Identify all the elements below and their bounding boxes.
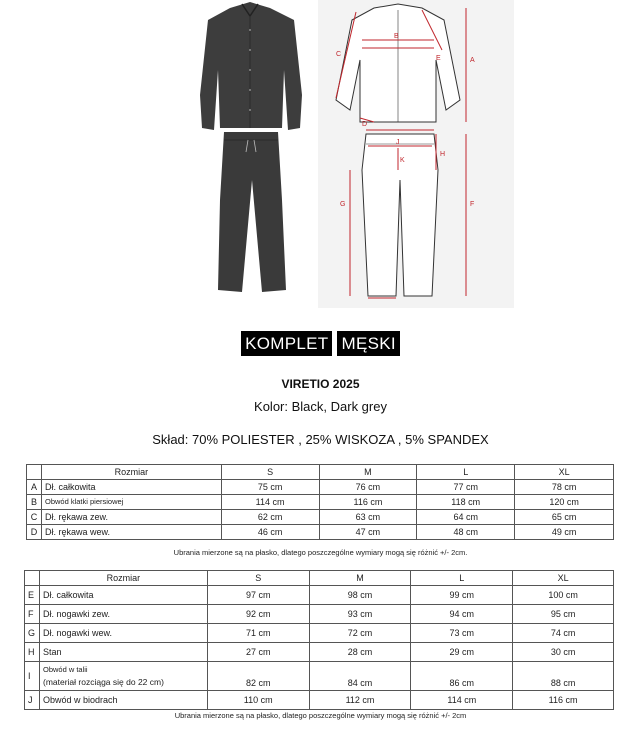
table-row [27, 480, 614, 495]
row-name [39, 662, 207, 691]
cell-value: 114 cm [221, 495, 319, 510]
cell-value: 73 cm [411, 624, 513, 643]
cell-value: 97 cm [207, 586, 309, 605]
cell-value: 29 cm [411, 643, 513, 662]
table-header-cell: M [319, 465, 417, 480]
table-header-cell: L [417, 465, 515, 480]
row-name: Obwód klatki piersiowej [41, 495, 221, 510]
product-photo [190, 0, 312, 300]
table-row [25, 605, 614, 624]
cell-value: 47 cm [319, 525, 417, 540]
cell-value: 99 cm [411, 586, 513, 605]
row-code: A [27, 480, 42, 495]
table-header-cell [27, 465, 42, 480]
row-code: J [25, 691, 40, 710]
row-code: F [25, 605, 40, 624]
row-name: Stan [39, 643, 207, 662]
cell-value: 30 cm [513, 643, 614, 662]
cell-value: 84 cm [309, 662, 411, 691]
table-row [27, 525, 614, 540]
label-a: A [470, 57, 475, 64]
cell-value: 78 cm [515, 480, 614, 495]
pants-size-table [24, 570, 614, 710]
row-code: I [25, 662, 40, 691]
row-name: Dł. nogawki wew. [39, 624, 207, 643]
table-row [25, 662, 614, 691]
cell-value: 74 cm [513, 624, 614, 643]
row-name: Dł. całkowita [41, 480, 221, 495]
label-c: C [336, 51, 342, 58]
composition-line: Skład: 70% POLIESTER , 25% WISKOZA , 5% SPANDEX [152, 432, 489, 447]
cell-value: 63 cm [319, 510, 417, 525]
cell-value: 110 cm [207, 691, 309, 710]
cell-value: 82 cm [207, 662, 309, 691]
table-header-cell: XL [513, 571, 614, 586]
cell-value: 64 cm [417, 510, 515, 525]
table-header-cell: Rozmiar [41, 465, 221, 480]
cell-value: 116 cm [319, 495, 417, 510]
measurement-diagram [318, 0, 514, 308]
table-row [25, 691, 614, 710]
row-code: H [25, 643, 40, 662]
row-name: Dł. rękawa zew. [41, 510, 221, 525]
label-k: K [400, 157, 405, 164]
cell-value: 48 cm [417, 525, 515, 540]
cell-value: 98 cm [309, 586, 411, 605]
cell-value: 77 cm [417, 480, 515, 495]
cell-value: 49 cm [515, 525, 614, 540]
label-f: F [470, 201, 475, 208]
row-name-line2: (materiał rozciąga się do 22 cm) [42, 677, 164, 687]
table-header-cell: L [411, 571, 513, 586]
row-code: B [27, 495, 42, 510]
table-row [25, 586, 614, 605]
cell-value: 28 cm [309, 643, 411, 662]
table-header-cell: S [207, 571, 309, 586]
title-word-1: KOMPLET [241, 331, 332, 356]
row-code: C [27, 510, 42, 525]
model-name: VIRETIO 2025 [281, 377, 360, 391]
table-header-cell: XL [515, 465, 614, 480]
cell-value: 94 cm [411, 605, 513, 624]
table-header-cell: M [309, 571, 411, 586]
pants-table-note: Ubrania mierzone są na płasko, dlatego poszczególne wymiary mogą się różnić +/- 2cm [174, 711, 467, 720]
cell-value: 118 cm [417, 495, 515, 510]
cell-value: 92 cm [207, 605, 309, 624]
row-code: E [25, 586, 40, 605]
title-word-2: MĘSKI [337, 331, 399, 356]
row-name: Dł. rękawa wew. [41, 525, 221, 540]
table-row [27, 510, 614, 525]
table-header-cell: S [221, 465, 319, 480]
label-b: B [394, 33, 399, 40]
cell-value: 46 cm [221, 525, 319, 540]
label-h: H [440, 151, 446, 158]
row-name: Obwód w biodrach [39, 691, 207, 710]
label-j: J [396, 139, 400, 146]
row-name-line1: Obwód w talii [42, 665, 88, 674]
table-row [27, 495, 614, 510]
product-title [0, 334, 641, 354]
cell-value: 86 cm [411, 662, 513, 691]
table-row [25, 624, 614, 643]
color-line: Kolor: Black, Dark grey [254, 399, 387, 414]
row-name: Dł. nogawki zew. [39, 605, 207, 624]
cell-value: 76 cm [319, 480, 417, 495]
cell-value: 72 cm [309, 624, 411, 643]
cell-value: 65 cm [515, 510, 614, 525]
table-row [25, 643, 614, 662]
table-header-row [27, 465, 614, 480]
label-g: G [340, 201, 346, 208]
cell-value: 93 cm [309, 605, 411, 624]
label-e: E [436, 55, 441, 62]
table-header-cell [25, 571, 40, 586]
row-name: Dł. całkowita [39, 586, 207, 605]
cell-value: 27 cm [207, 643, 309, 662]
row-code: D [27, 525, 42, 540]
shirt-size-table [26, 464, 614, 540]
cell-value: 95 cm [513, 605, 614, 624]
table-header-row [25, 571, 614, 586]
cell-value: 75 cm [221, 480, 319, 495]
cell-value: 112 cm [309, 691, 411, 710]
cell-value: 88 cm [513, 662, 614, 691]
row-code: G [25, 624, 40, 643]
cell-value: 114 cm [411, 691, 513, 710]
cell-value: 71 cm [207, 624, 309, 643]
cell-value: 120 cm [515, 495, 614, 510]
shirt-table-note: Ubrania mierzone są na płasko, dlatego poszczególne wymiary mogą się różnić +/- 2cm. [173, 548, 468, 557]
table-header-cell: Rozmiar [39, 571, 207, 586]
cell-value: 100 cm [513, 586, 614, 605]
cell-value: 62 cm [221, 510, 319, 525]
cell-value: 116 cm [513, 691, 614, 710]
label-d: D [362, 121, 368, 128]
